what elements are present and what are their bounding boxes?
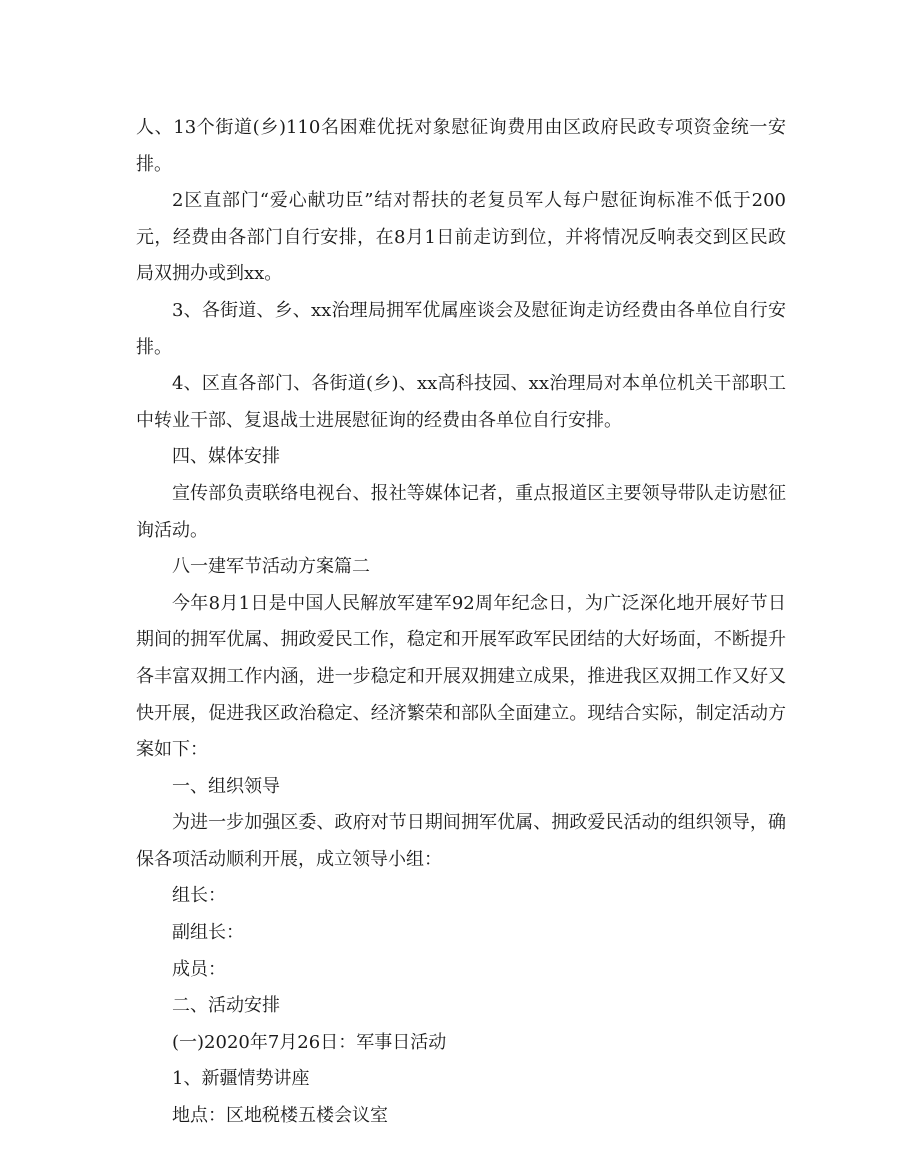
paragraph-2: 2区直部门“爱心献功臣”结对帮扶的老复员军人每户慰征询标准不低于200元，经费由各部门自行安排，在8月1日前走访到位，并将情况反响表交到区民政局双拥办或到xx。 — [136, 190, 786, 285]
paragraph-3: 3、各街道、乡、xx治理局拥军优属座谈会及慰征询走访经费由各单位自行安排。 — [136, 299, 786, 358]
chapter-heading: 八一建军节活动方案篇二 — [172, 556, 370, 578]
members-line: 成员： — [172, 958, 226, 980]
paragraph-6: 宣传部负责联络电视台、报社等媒体记者，重点报道区主要领导带队走访慰征询活动。 — [136, 482, 786, 541]
paragraph-8: 今年8月1日是中国人民解放军建军92周年纪念日，为广泛深化地开展好节日期间的拥军优属、拥政爱民工作，稳定和开展军政军民团结的大好场面，不断提升各丰富双拥工作内涵，进一步稳定和开展双拥建立成果，推进我区双拥工作又好又快开展，促进我区政治稳定、经济繁荣和部队全面建立。现结合实际，制定活动方案如下： — [136, 592, 786, 761]
document-body — [136, 110, 786, 1135]
item-lecture: 1、新疆情势讲座 — [172, 1068, 310, 1090]
section-heading-media: 四、媒体安排 — [172, 446, 280, 468]
paragraph-4: 4、区直各部门、各街道(乡)、xx高科技园、xx治理局对本单位机关干部职工中转业干部、复退战士进展慰征询的经费由各单位自行安排。 — [136, 373, 786, 431]
paragraph-10: 为进一步加强区委、政府对节日期间拥军优属、拥政爱民活动的组织领导，确保各项活动顺利开展，成立领导小组： — [136, 812, 786, 870]
subsection-heading: (一)2020年7月26日：军事日活动 — [172, 1031, 447, 1053]
section-heading-activities: 二、活动安排 — [172, 995, 280, 1017]
deputy-leader-line: 副组长： — [172, 922, 244, 944]
section-heading-organization: 一、组织领导 — [172, 775, 280, 797]
paragraph-1: 人、13个街道(乡)110名困难优抚对象慰征询费用由区政府民政专项资金统一安排。 — [136, 117, 786, 175]
leader-line: 组长： — [172, 885, 226, 907]
item-location: 地点：区地税楼五楼会议室 — [172, 1105, 388, 1127]
